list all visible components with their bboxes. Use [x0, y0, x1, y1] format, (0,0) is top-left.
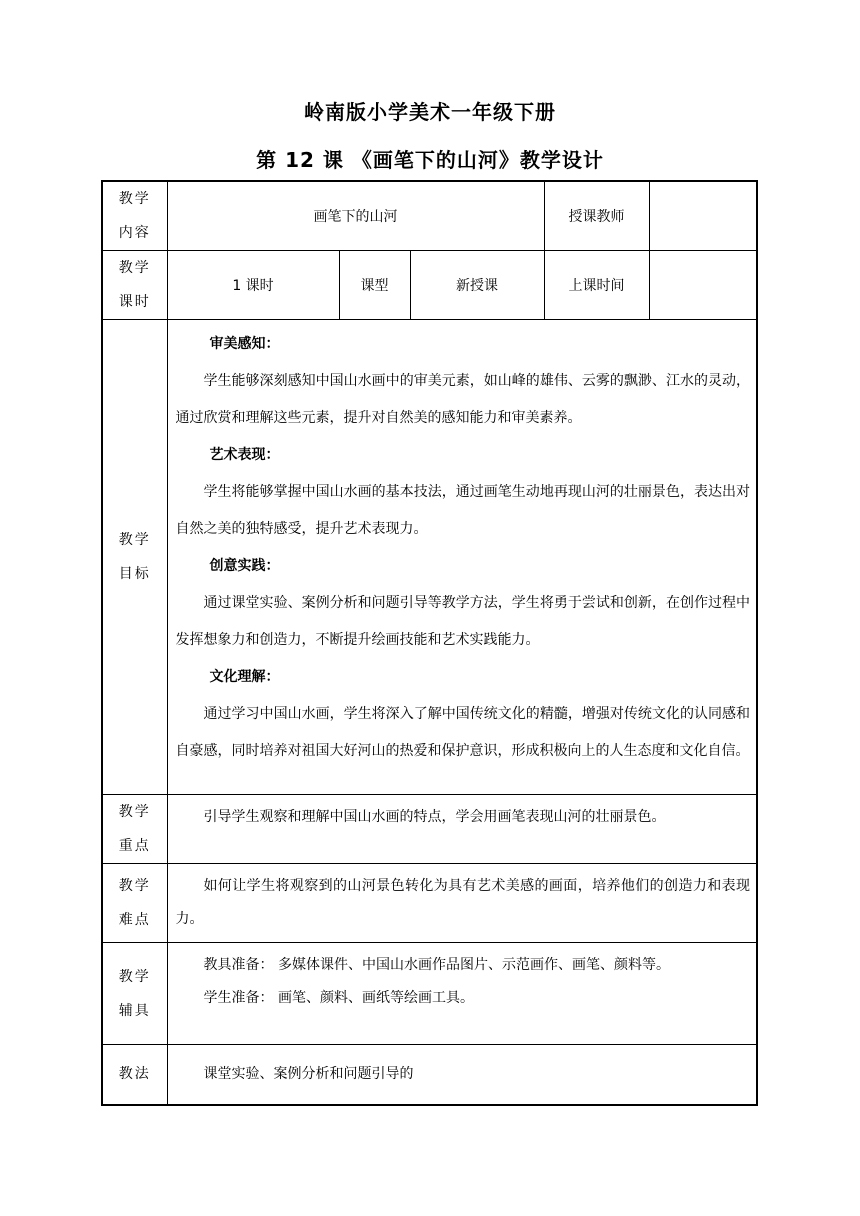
goal-heading: 审美感知：	[209, 336, 280, 352]
label-hours: 教学 课时	[102, 251, 167, 320]
label-aids: 教学 辅具	[102, 943, 167, 1045]
goal-heading: 艺术表现：	[209, 447, 280, 463]
row-methods	[102, 1045, 757, 1105]
goal-heading: 文化理解：	[209, 669, 280, 685]
label-methods: 教法	[102, 1045, 167, 1105]
label-teacher: 授课教师	[544, 181, 649, 251]
goals-content	[167, 320, 757, 795]
methods-para: 课堂实验、案例分析和问题引导的	[203, 1065, 414, 1082]
goal-heading: 创意实践：	[209, 558, 280, 574]
document-title: 岭南版小学美术一年级下册	[304, 100, 556, 124]
goal-text: 学生能够深刻感知中国山水画中的审美元素，如山峰的雄伟、云雾的飘渺、江水的灵动，通过欣赏和理解这些元素，提升对自然美的感知能力和审美素养。	[175, 373, 751, 426]
label-key-points: 教学 重点	[102, 795, 167, 864]
goal-text: 学生将能够掌握中国山水画的基本技法，通过画笔生动地再现山河的壮丽景色，表达出对自然之美的独特感受，提升艺术表现力。	[175, 484, 751, 537]
value-teacher	[649, 181, 757, 251]
key-points-para: 引导学生观察和理解中国山水画的特点，学会用画笔表现山河的壮丽景色。	[203, 809, 666, 825]
label-content: 教学 内容	[102, 181, 167, 251]
methods-text	[167, 1045, 757, 1105]
label-time: 上课时间	[544, 251, 649, 320]
label-goals: 教学 目标	[102, 320, 167, 795]
row-goals	[102, 320, 757, 795]
aids-student: 学生准备： 画笔、颜料、画纸等绘画工具。	[203, 990, 474, 1006]
difficulties-para: 如何让学生将观察到的山河景色转化为具有艺术美感的画面，培养他们的创造力和表现力。	[175, 878, 751, 927]
goal-text: 通过课堂实验、案例分析和问题引导等教学方法，学生将勇于尝试和创新，在创作过程中发挥想象力和创造力，不断提升绘画技能和艺术实践能力。	[175, 595, 751, 648]
difficulties-text	[167, 864, 757, 943]
label-difficulties: 教学 难点	[102, 864, 167, 943]
aids-teacher: 教具准备： 多媒体课件、中国山水画作品图片、示范画作、画笔、颜料等。	[203, 957, 670, 973]
lesson-plan-table	[101, 180, 758, 1106]
aids-content	[167, 943, 757, 1045]
goal-text: 通过学习中国山水画，学生将深入了解中国传统文化的精髓，增强对传统文化的认同感和自豪感，同时培养对祖国大好河山的热爱和保护意识，形成积极向上的人生态度和文化自信。	[175, 706, 751, 759]
value-type: 新授课	[410, 251, 544, 320]
row-aids	[102, 943, 757, 1045]
key-points-text	[167, 795, 757, 864]
label-type: 课型	[339, 251, 410, 320]
row-hours	[102, 251, 757, 320]
value-time	[649, 251, 757, 320]
row-difficulties	[102, 864, 757, 943]
document-subtitle: 第 12 课 《画笔下的山河》教学设计	[256, 148, 604, 172]
value-content: 画笔下的山河	[167, 181, 544, 251]
row-content	[102, 181, 757, 251]
value-hours: 1 课时	[167, 251, 339, 320]
row-key-points	[102, 795, 757, 864]
